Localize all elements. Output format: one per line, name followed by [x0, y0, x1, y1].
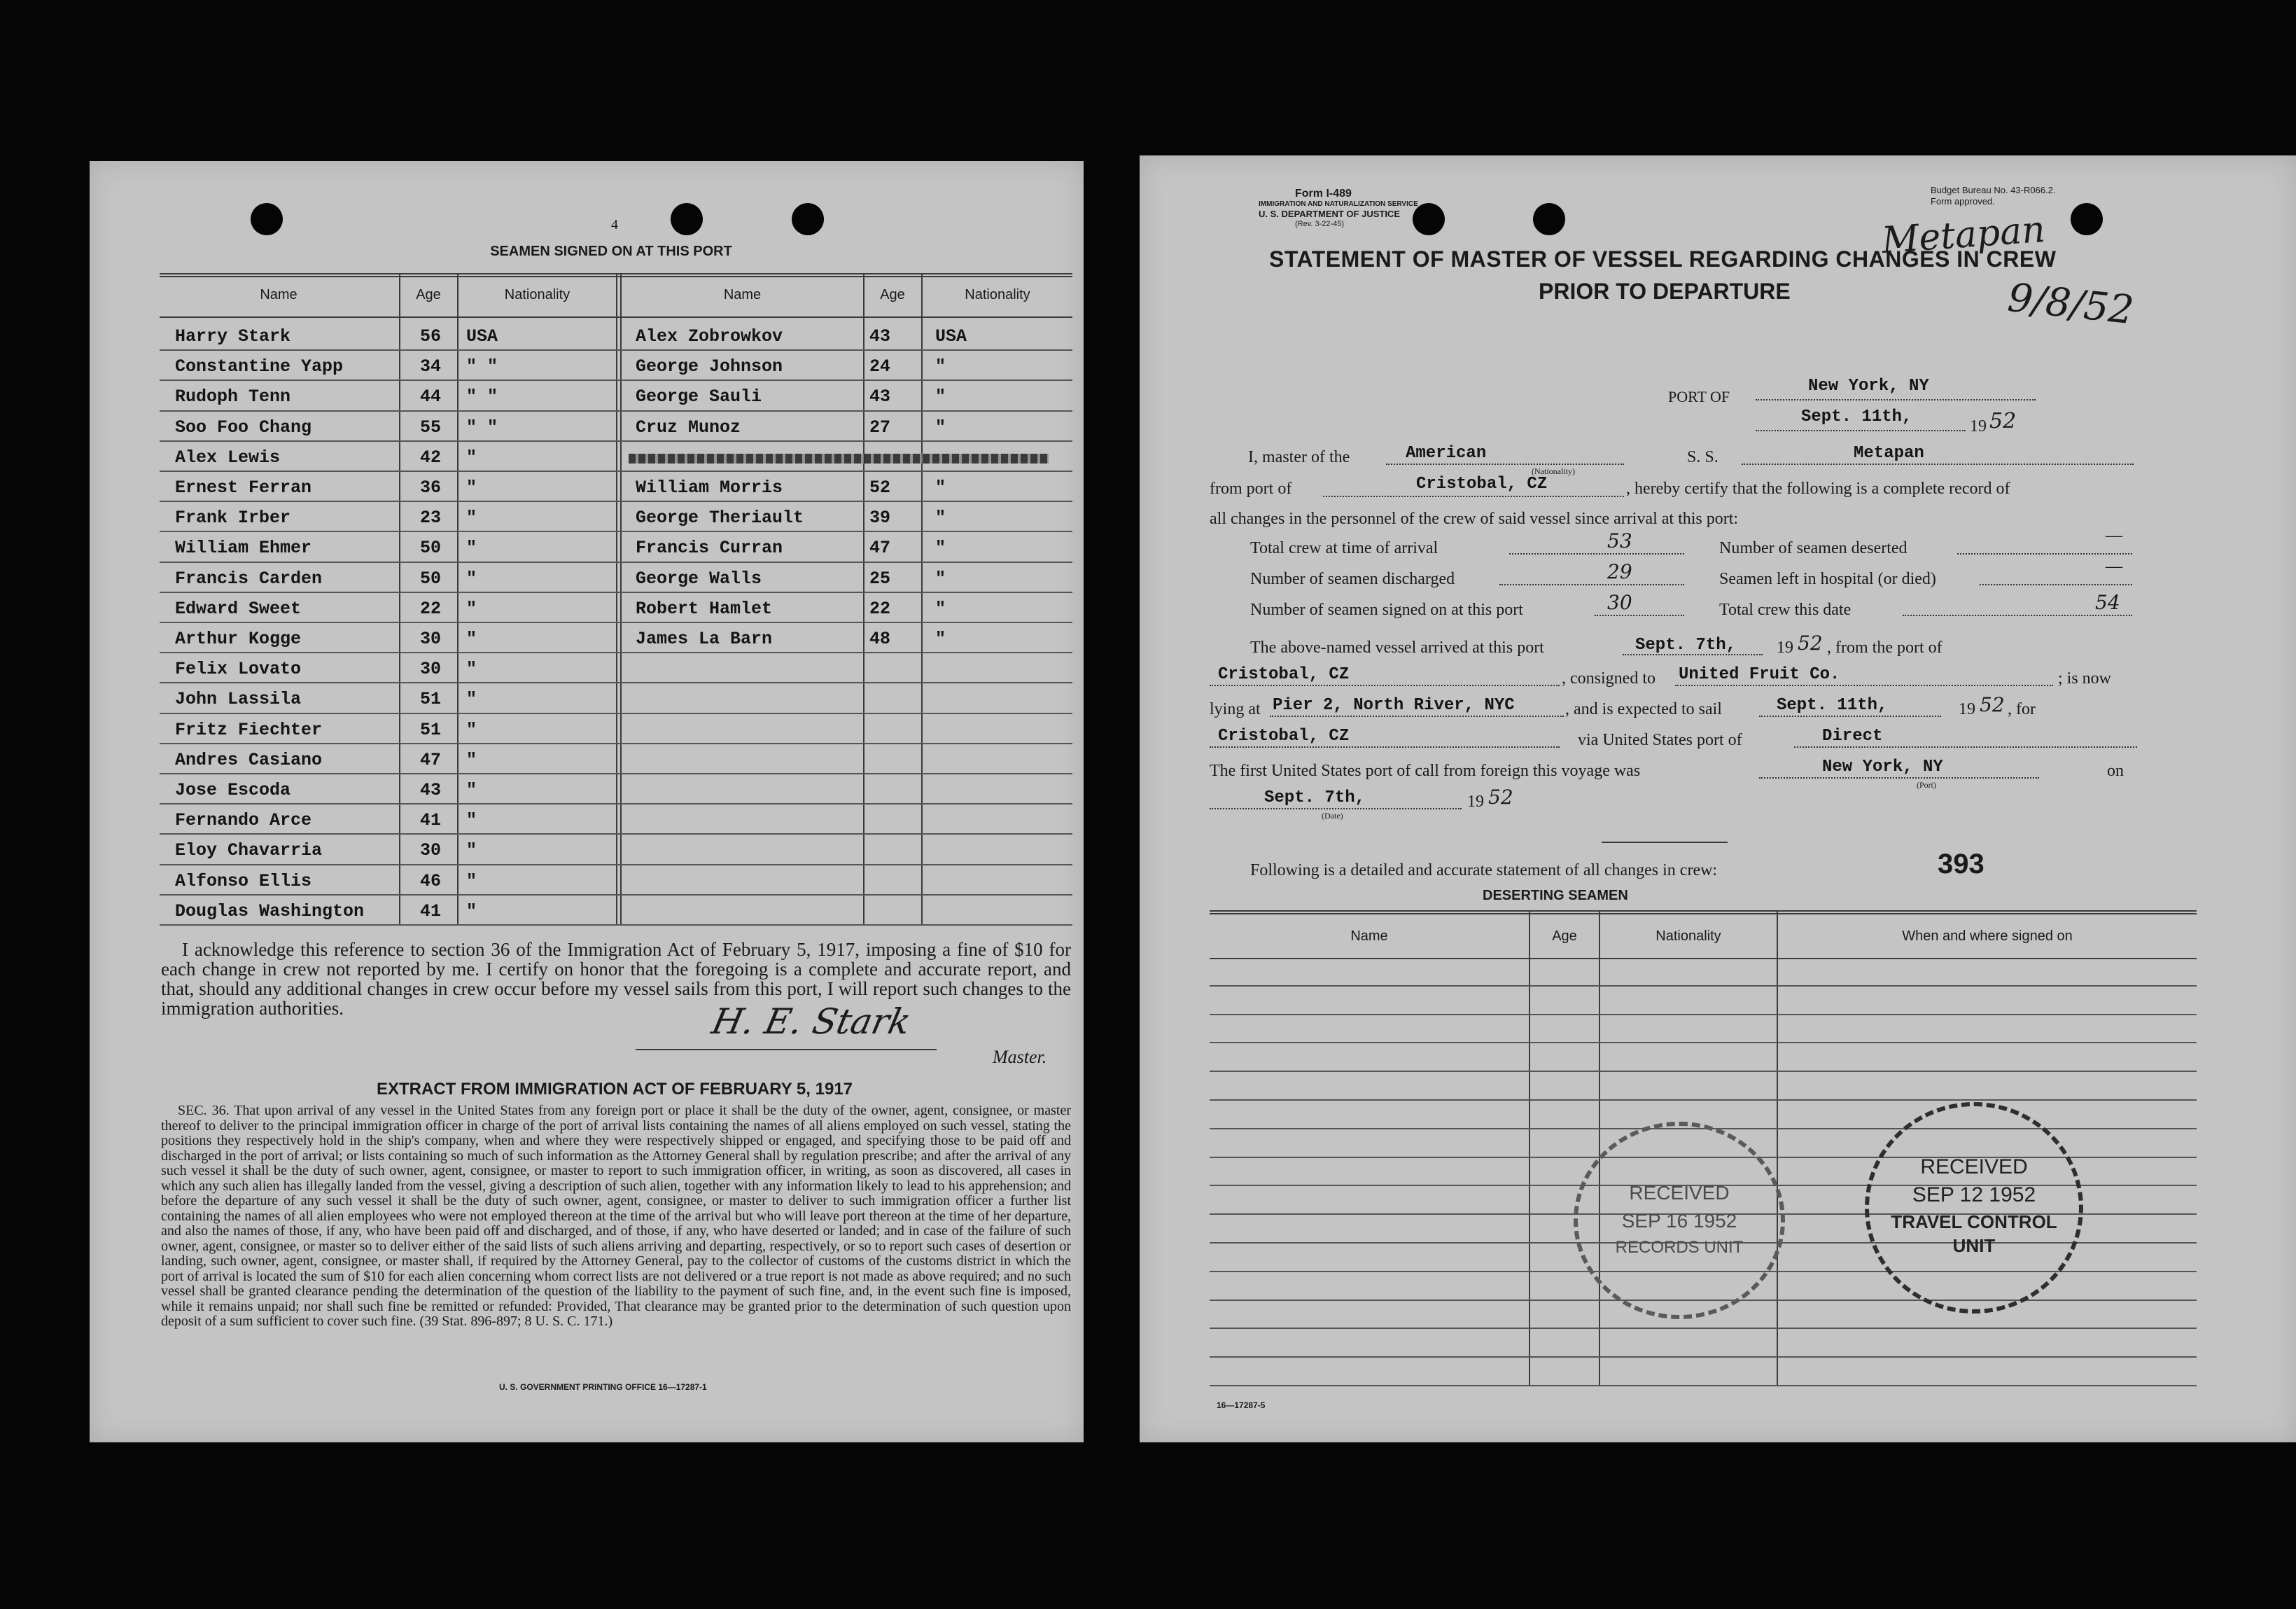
crew-name: Constantine Yapp: [175, 356, 344, 377]
travel-stamp-line1: RECEIVED: [1920, 1155, 2028, 1178]
following-label: Following is a detailed and accurate statement of all changes in crew:: [1250, 861, 1718, 879]
crew-name: William Ehmer: [175, 538, 312, 559]
certify-text: , hereby certify that the following is a complete record of: [1626, 480, 2010, 498]
from-port-line: [1323, 496, 1624, 497]
from-port-value: Cristobal, CZ: [1416, 475, 1548, 494]
header-nationality: Nationality: [965, 287, 1030, 302]
crew-age: 42: [420, 447, 442, 468]
form-approved: Form approved.: [1931, 196, 1995, 207]
punch-hole: [2071, 203, 2103, 235]
crew-age: 30: [420, 629, 442, 649]
crew-age: 55: [420, 417, 442, 438]
crew-nationality: ": [466, 689, 477, 710]
dot-leader: [1509, 553, 1684, 555]
deserted-value: —: [2106, 527, 2122, 545]
crew-name: Edward Sweet: [175, 598, 302, 619]
crew-name: Frank Irber: [175, 508, 291, 529]
crew-nationality: ": [935, 568, 946, 589]
crew-age: 39: [869, 508, 891, 529]
deserting-title: DESERTING SEAMEN: [1483, 888, 1628, 903]
crew-age: 23: [420, 508, 442, 529]
deserted-label: Number of seamen deserted: [1719, 539, 1907, 557]
consignee-line: [1675, 685, 2053, 686]
master-label: Master.: [993, 1047, 1047, 1067]
signed-on-label: Number of seamen signed on at this port: [1250, 601, 1523, 619]
crew-age: 52: [869, 478, 891, 498]
desert-table-row: [1210, 1071, 2197, 1072]
crew-nationality: " ": [466, 417, 498, 438]
extract-title: EXTRACT FROM IMMIGRATION ACT OF FEBRUARY 5, 1917: [376, 1080, 853, 1099]
date-line: [1756, 430, 1966, 431]
crew-age: 22: [869, 598, 891, 619]
arrived-label: The above-named vessel arrived at this port: [1250, 639, 1544, 657]
form-revision: (Rev. 3-22-45): [1295, 220, 1345, 228]
crew-name: Francis Carden: [175, 568, 323, 589]
date-year: 52: [1989, 409, 2017, 433]
punch-hole: [251, 203, 283, 235]
table-row: [160, 531, 1072, 562]
crew-nationality: ": [466, 629, 477, 649]
table-row: [160, 682, 1072, 713]
desert-table-row: [1210, 1356, 2197, 1358]
crew-nationality: ": [466, 780, 477, 800]
crew-age: 24: [869, 356, 891, 377]
sail-year: 52: [1980, 693, 2005, 716]
arrived-year-prefix: 19: [1777, 639, 1793, 657]
records-stamp-line1: RECEIVED: [1629, 1182, 1730, 1204]
records-stamp-line3: RECORDS UNIT: [1615, 1238, 1744, 1257]
table-row: [160, 894, 1072, 926]
crew-age: 46: [420, 870, 442, 891]
table-row: [160, 833, 1072, 865]
crew-name: Francis Curran: [636, 538, 783, 559]
first-port-date-line: [1210, 808, 1462, 809]
table-row: [160, 803, 1072, 835]
crew-nationality: ": [466, 749, 477, 770]
form-number: Form I-489: [1295, 188, 1352, 200]
vessel-name: Metapan: [1854, 444, 1924, 463]
expected-label: , and is expected to sail: [1565, 700, 1722, 718]
budget-bureau: Budget Bureau No. 43-R066.2.: [1931, 185, 2056, 195]
crew-name: Fernando Arce: [175, 810, 312, 831]
date-caption: (Date): [1322, 811, 1343, 821]
from-port-of-label: , from the port of: [1827, 639, 1942, 657]
desert-table-top: [1210, 910, 2197, 912]
all-changes-text: all changes in the personnel of the crew of said vessel since arrival at this port:: [1210, 510, 1739, 528]
total-arrival-label: Total crew at time of arrival: [1250, 539, 1438, 557]
table-row: [160, 864, 1072, 896]
via-label: via United States port of: [1578, 731, 1742, 749]
crew-nationality: ": [935, 538, 946, 559]
crew-name: Alfonso Ellis: [175, 870, 312, 891]
crew-nationality: ": [466, 447, 477, 468]
desert-header-nationality: Nationality: [1656, 928, 1721, 944]
desert-table-row: [1210, 1014, 2197, 1015]
crew-age: 34: [420, 356, 442, 377]
punch-hole: [792, 203, 824, 235]
crew-age: 50: [420, 568, 442, 589]
printing-code: 16—17287-5: [1217, 1400, 1266, 1410]
crew-name: William Morris: [636, 478, 783, 498]
port-of-label: PORT OF: [1668, 388, 1730, 405]
left-page: [90, 161, 1084, 1442]
on-label: on: [2107, 762, 2124, 780]
crew-name: George Johnson: [636, 356, 783, 377]
signature-line: [636, 1049, 937, 1050]
crew-name: Felix Lovato: [175, 659, 302, 680]
table-row: [160, 773, 1072, 804]
hospital-label: Seamen left in hospital (or died): [1719, 570, 1936, 588]
date-year-prefix: 19: [1970, 417, 1987, 436]
desert-table-top-2: [1210, 913, 2197, 914]
first-port-label: The first United States port of call from foreign this voyage was: [1210, 762, 1641, 780]
table-row: [160, 501, 1072, 532]
crew-name: Alex Lewis: [175, 447, 281, 468]
header-age: Age: [416, 287, 441, 302]
crew-nationality: ": [466, 810, 477, 831]
crew-name: Ernest Ferran: [175, 478, 312, 498]
desert-table-row: [1210, 1328, 2197, 1329]
vessel-line: [1742, 464, 2134, 465]
destination-line: [1210, 746, 1560, 748]
crew-name: Douglas Washington: [175, 900, 365, 921]
crew-name: John Lassila: [175, 689, 302, 710]
header-name: Name: [260, 287, 298, 302]
crew-nationality: ": [466, 508, 477, 529]
master-signature: H. E. Stark: [708, 1001, 915, 1042]
form-title-line-1: STATEMENT OF MASTER OF VESSEL REGARDING CHANGES IN CREW: [1269, 246, 2057, 272]
crew-name: Fritz Fiechter: [175, 719, 323, 740]
right-page: [1140, 155, 2296, 1442]
ss-label: S. S.: [1687, 448, 1718, 466]
travel-stamp-line4: UNIT: [1952, 1235, 1996, 1256]
hospital-value: —: [2106, 557, 2122, 576]
crew-nationality: " ": [466, 386, 498, 408]
crew-age: 30: [420, 659, 442, 680]
header-nationality: Nationality: [504, 287, 570, 302]
destination: Cristobal, CZ: [1218, 727, 1350, 746]
master-of-label: I, master of the: [1248, 448, 1350, 466]
handwritten-vessel-name: Metapan: [1880, 208, 2047, 263]
crew-nationality: ": [466, 659, 477, 680]
lying-at-line: [1270, 716, 1564, 717]
crew-age: 25: [869, 568, 891, 589]
crew-age: 41: [420, 900, 442, 921]
dot-leader: [1957, 553, 2132, 555]
crew-name: George Walls: [636, 568, 762, 589]
dot-leader: [1595, 615, 1684, 616]
punch-hole: [1533, 203, 1565, 235]
crew-age: 27: [869, 417, 891, 438]
arrived-year: 52: [1798, 632, 1823, 655]
crew-name: George Theriault: [636, 508, 804, 529]
crew-nationality: ": [466, 478, 477, 498]
table-row: [160, 652, 1072, 683]
desert-table-row: [1210, 1385, 2197, 1386]
signed-on-value: 30: [1607, 591, 1632, 614]
printing-office: U. S. GOVERNMENT PRINTING OFFICE 16—17287-1: [499, 1382, 707, 1392]
dot-leader: [1499, 584, 1684, 585]
table-row: [160, 622, 1072, 653]
nationality-caption: (Nationality): [1532, 466, 1575, 476]
dot-leader: [1903, 615, 2132, 616]
discharged-label: Number of seamen discharged: [1250, 570, 1455, 588]
desert-header-when: When and where signed on: [1902, 928, 2073, 944]
desert-table-row: [1210, 1042, 2197, 1043]
table-row: [160, 562, 1072, 593]
crew-nationality: ": [935, 356, 946, 377]
table-row: [160, 379, 1072, 411]
crew-name: George Sauli: [636, 386, 762, 408]
crew-name: Arthur Kogge: [175, 629, 302, 649]
crew-name: Eloy Chavarria: [175, 840, 323, 861]
dot-leader: [1980, 584, 2132, 585]
crew-nationality: USA: [466, 326, 498, 347]
first-port-date: Sept. 7th,: [1264, 788, 1366, 807]
crew-age: 50: [420, 538, 442, 559]
crew-age: 22: [420, 598, 442, 619]
crew-age: 41: [420, 810, 442, 831]
total-date-label: Total crew this date: [1719, 601, 1851, 619]
desert-header-age: Age: [1552, 928, 1577, 944]
crew-age: 51: [420, 719, 442, 740]
via-port-line: [1794, 746, 2137, 748]
punch-hole: [671, 203, 703, 235]
crew-nationality: ": [466, 719, 477, 740]
header-age: Age: [880, 287, 905, 302]
table-row: [160, 743, 1072, 774]
is-now-label: ; is now: [2058, 669, 2112, 688]
agency-line-2: U. S. DEPARTMENT OF JUSTICE: [1259, 209, 1400, 219]
sail-date: Sept. 11th,: [1777, 696, 1888, 715]
table-row: [160, 410, 1072, 442]
page-number: 4: [611, 217, 618, 232]
crew-nationality: ": [466, 840, 477, 861]
records-stamp-line2: SEP 16 1952: [1621, 1210, 1737, 1232]
crew-name: Alex Zobrowkov: [636, 326, 783, 347]
crew-name: Soo Foo Chang: [175, 417, 312, 438]
crew-age: 56: [420, 326, 442, 347]
desert-header-name: Name: [1350, 928, 1388, 944]
nationality-line: [1386, 464, 1624, 465]
crew-name: Cruz Munoz: [636, 417, 741, 438]
lying-at-value: Pier 2, North River, NYC: [1273, 696, 1515, 715]
first-port: New York, NY: [1822, 758, 1943, 776]
crew-nationality: ": [466, 870, 477, 891]
crew-name: Harry Stark: [175, 326, 291, 347]
first-port-year: 52: [1488, 786, 1513, 809]
handwritten-date: 9/8/52: [2005, 274, 2136, 334]
crew-age: 43: [869, 326, 891, 347]
crew-age: 43: [420, 780, 442, 800]
travel-stamp-line3: TRAVEL CONTROL: [1891, 1211, 2057, 1232]
total-arrival-value: 53: [1607, 529, 1632, 552]
desert-table-row: [1210, 1099, 2197, 1101]
statement-date: Sept. 11th,: [1801, 408, 1912, 426]
crew-age: 47: [869, 538, 891, 559]
short-rule: [1602, 842, 1728, 843]
agency-line-1: IMMIGRATION AND NATURALIZATION SERVICE: [1259, 200, 1418, 208]
crew-age: 30: [420, 840, 442, 861]
port-caption: (Port): [1917, 780, 1936, 790]
table-row: [160, 592, 1072, 623]
first-port-line: [1759, 777, 2039, 779]
crew-table-body: [160, 319, 1072, 924]
arrived-date-line: [1623, 654, 1763, 655]
crew-age: 51: [420, 689, 442, 710]
crew-age: 43: [869, 386, 891, 408]
arrived-from: Cristobal, CZ: [1218, 665, 1350, 684]
consignee: United Fruit Co.: [1679, 665, 1840, 684]
crew-nationality: ": [935, 417, 946, 438]
table-row: [160, 319, 1072, 351]
records-unit-stamp: [1574, 1122, 1785, 1319]
crew-nationality: USA: [935, 326, 967, 347]
desert-table-row: [1210, 985, 2197, 987]
crew-name: Jose Escoda: [175, 780, 291, 800]
table-row: [160, 713, 1072, 744]
port-of-line: [1756, 399, 2036, 400]
sail-date-line: [1759, 716, 1941, 717]
arrived-from-line: [1210, 685, 1560, 686]
crew-age: 44: [420, 386, 442, 408]
header-name: Name: [723, 287, 762, 302]
via-port: Direct: [1822, 727, 1883, 746]
table-row: [160, 349, 1072, 381]
crew-nationality: ": [935, 629, 946, 649]
crew-age: 47: [420, 749, 442, 770]
table-row: [160, 471, 1072, 502]
first-port-year-prefix: 19: [1467, 793, 1484, 811]
extract-text: SEC. 36. That upon arrival of any vessel in the United States from any foreign port or place it shall be the duty of the owner, agent, consignee, or master thereof to deliver to the principal immigration officer in charge of the port of arrival lists containing the names of all aliens employed on such vessel, stating the positions they respectively hold in the ship's company, when and where they were respectively shipped or engaged, and specifying those to be paid off and discharged in the port of arrival; or lists containing so much of such information as the Attorney General shall by regulation prescribe; and after the arrival of any such vessel it shall be the duty of such owner, agent, consignee, or master to report to such immigration officer, in writing, as soon as discovered, all cases in which any such alien has illegally landed from the vessel, giving a description of such alien, together with any information likely to lead to his apprehension; and before the departure of any such vessel it shall be the duty of such owner, agent, consignee, or master to deliver to such immigration officer a further list containing the names of all alien employees who were not employed thereon at the time of the arrival but who will leave port thereon at the time of her departure, and also the names of those, if any, who have been paid off and discharged, and of those, if any, who have deserted or landed; and in case of the failure of such owner, agent, consignee, or master so to deliver either of the said lists of such aliens arriving and departing, respectively, or so to report such cases of desertion or landing, such owner, agent, consignee, or master shall, if required by the Attorney General, pay to the collector of customs of the customs district in which the port of arrival is located the sum of $10 for each alien concerning whom correct lists are not delivered or a true report is not made as above required; and no such vessel shall be granted clearance pending the determination of the question of the liability to the payment of such fine, and, in the event such fine is imposed, while it remains unpaid; nor shall such fine be remitted or refunded: Provided, That clearance may be granted prior to the determination of such question upon deposit of a sum sufficient to cover such fine. (39 Stat. 896-897; 8 U. S. C. 171.): [161, 1103, 1071, 1329]
for-label: , for: [2008, 700, 2036, 718]
port-of-value: New York, NY: [1808, 377, 1929, 396]
lying-at-label: lying at: [1210, 700, 1261, 718]
crew-nationality: " ": [466, 356, 498, 377]
struck-out-row: [629, 454, 1049, 464]
crew-nationality: ": [466, 598, 477, 619]
crew-nationality: ": [935, 508, 946, 529]
stamp-number: 393: [1938, 849, 1984, 879]
crew-nationality: ": [935, 478, 946, 498]
crew-nationality: ": [935, 598, 946, 619]
crew-name: Andres Casiano: [175, 749, 323, 770]
consigned-label: , consigned to: [1562, 669, 1656, 688]
total-date-value: 54: [2095, 591, 2120, 614]
crew-name: James La Barn: [636, 629, 773, 649]
crew-age: 48: [869, 629, 891, 649]
crew-nationality: ": [466, 538, 477, 559]
crew-age: 36: [420, 478, 442, 498]
travel-stamp-line2: SEP 12 1952: [1912, 1183, 2036, 1206]
crew-name: Rudoph Tenn: [175, 386, 291, 408]
crew-nationality: ": [935, 386, 946, 408]
sail-year-prefix: 19: [1959, 700, 1975, 718]
travel-control-stamp: [1865, 1102, 2083, 1314]
section-title: SEAMEN SIGNED ON AT THIS PORT: [490, 244, 732, 259]
arrived-date: Sept. 7th,: [1635, 636, 1737, 655]
crew-name: Robert Hamlet: [636, 598, 773, 619]
form-title-line-2: PRIOR TO DEPARTURE: [1539, 279, 1791, 304]
discharged-value: 29: [1607, 560, 1632, 583]
acknowledgement-text: I acknowledge this reference to section 36 of the Immigration Act of February 5, 1917, imposing a fine of $10 for each change in crew not reported by me. I certify on honor that the foregoing is a complete and accurate report, and that, should any additional changes in crew occur before my vessel sails from this port, I will report such changes to the immigration authorities.: [161, 939, 1071, 1019]
nationality-value: American: [1406, 444, 1487, 463]
crew-nationality: ": [466, 900, 477, 921]
from-port-label: from port of: [1210, 480, 1292, 498]
crew-nationality: ": [466, 568, 477, 589]
